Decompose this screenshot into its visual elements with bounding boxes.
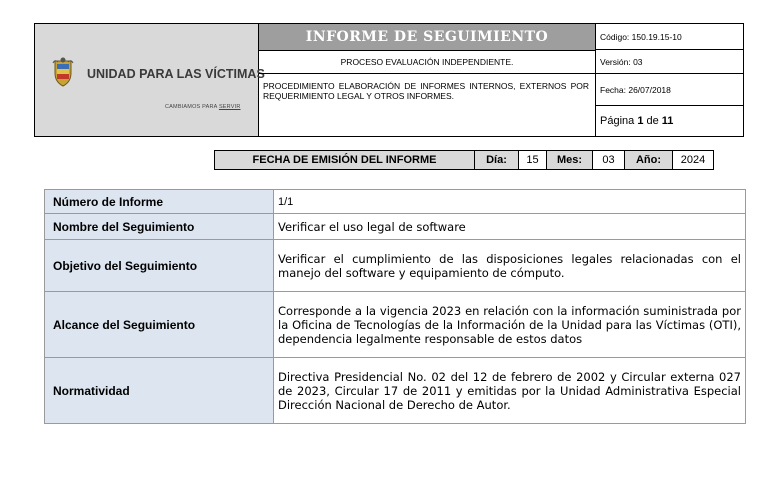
report-info-table <box>44 189 746 424</box>
row-value: Verificar el cumplimiento de las disposiciones legales relacionadas con el manejo del software y equipamiento de cómputo. <box>274 240 746 292</box>
procedure-description: PROCEDIMIENTO ELABORACIÓN DE INFORMES INTERNOS, EXTERNOS POR REQUERIMIENTO LEGAL Y OTROS INFORMES. <box>263 81 589 101</box>
day-label: Día: <box>475 151 519 169</box>
day-value: 15 <box>519 151 547 169</box>
page-prefix: Página <box>600 115 638 127</box>
version-field: Versión: 03 <box>596 50 744 74</box>
table-row <box>45 358 746 424</box>
row-value: Directiva Presidencial No. 02 del 12 de febrero de 2002 y Circular externa 027 de 2023, Circular 17 de 2011 y emitidas por la Unidad Administrativa Especial Dirección Nacional de Derecho de Autor. <box>274 358 746 424</box>
report-title: INFORME DE SEGUIMIENTO <box>259 24 595 50</box>
table-row <box>45 240 746 292</box>
row-label: Normatividad <box>45 358 274 424</box>
document-control <box>595 24 744 136</box>
row-value: 1/1 <box>274 190 746 214</box>
page-number-field <box>596 106 744 136</box>
emission-date-label: FECHA DE EMISIÓN DEL INFORME <box>215 151 475 169</box>
header-middle <box>259 24 595 136</box>
organization-name: UNIDAD PARA LAS VÍCTIMAS <box>87 67 265 81</box>
year-value: 2024 <box>680 154 706 166</box>
row-value: Corresponde a la vigencia 2023 en relación con la información suministrada por la Oficina de Tecnologías de la Información de la Unidad para las Víctimas (OTI), dependencia legalmente responsable de estos datos <box>274 292 746 358</box>
slogan <box>165 104 241 110</box>
month-label: Mes: <box>547 151 593 169</box>
month-value: 03 <box>593 151 625 169</box>
codigo-field: Código: 150.19.15-10 <box>596 24 744 50</box>
row-label: Número de Informe <box>45 190 274 214</box>
document-header <box>34 23 744 137</box>
row-label: Objetivo del Seguimiento <box>45 240 274 292</box>
row-value: Verificar el uso legal de software <box>274 214 746 240</box>
fecha-field: Fecha: 26/07/2018 <box>596 74 744 106</box>
page-total: 11 <box>661 115 674 127</box>
table-row <box>45 214 746 240</box>
year-label: Año: <box>625 151 673 169</box>
page-separator: de <box>643 115 662 127</box>
row-label: Nombre del Seguimiento <box>45 214 274 240</box>
table-row <box>45 292 746 358</box>
slogan-prefix: CAMBIAMOS PARA <box>165 104 219 110</box>
row-label: Alcance del Seguimiento <box>45 292 274 358</box>
logo-cell <box>35 24 265 136</box>
page-current: 1 <box>637 115 644 127</box>
table-row <box>45 190 746 214</box>
slogan-suffix: SERVIR <box>218 104 241 110</box>
emission-date-row <box>214 150 714 170</box>
coat-of-arms-icon <box>52 57 74 87</box>
process-name: PROCESO EVALUACIÓN INDEPENDIENTE. <box>259 50 595 74</box>
